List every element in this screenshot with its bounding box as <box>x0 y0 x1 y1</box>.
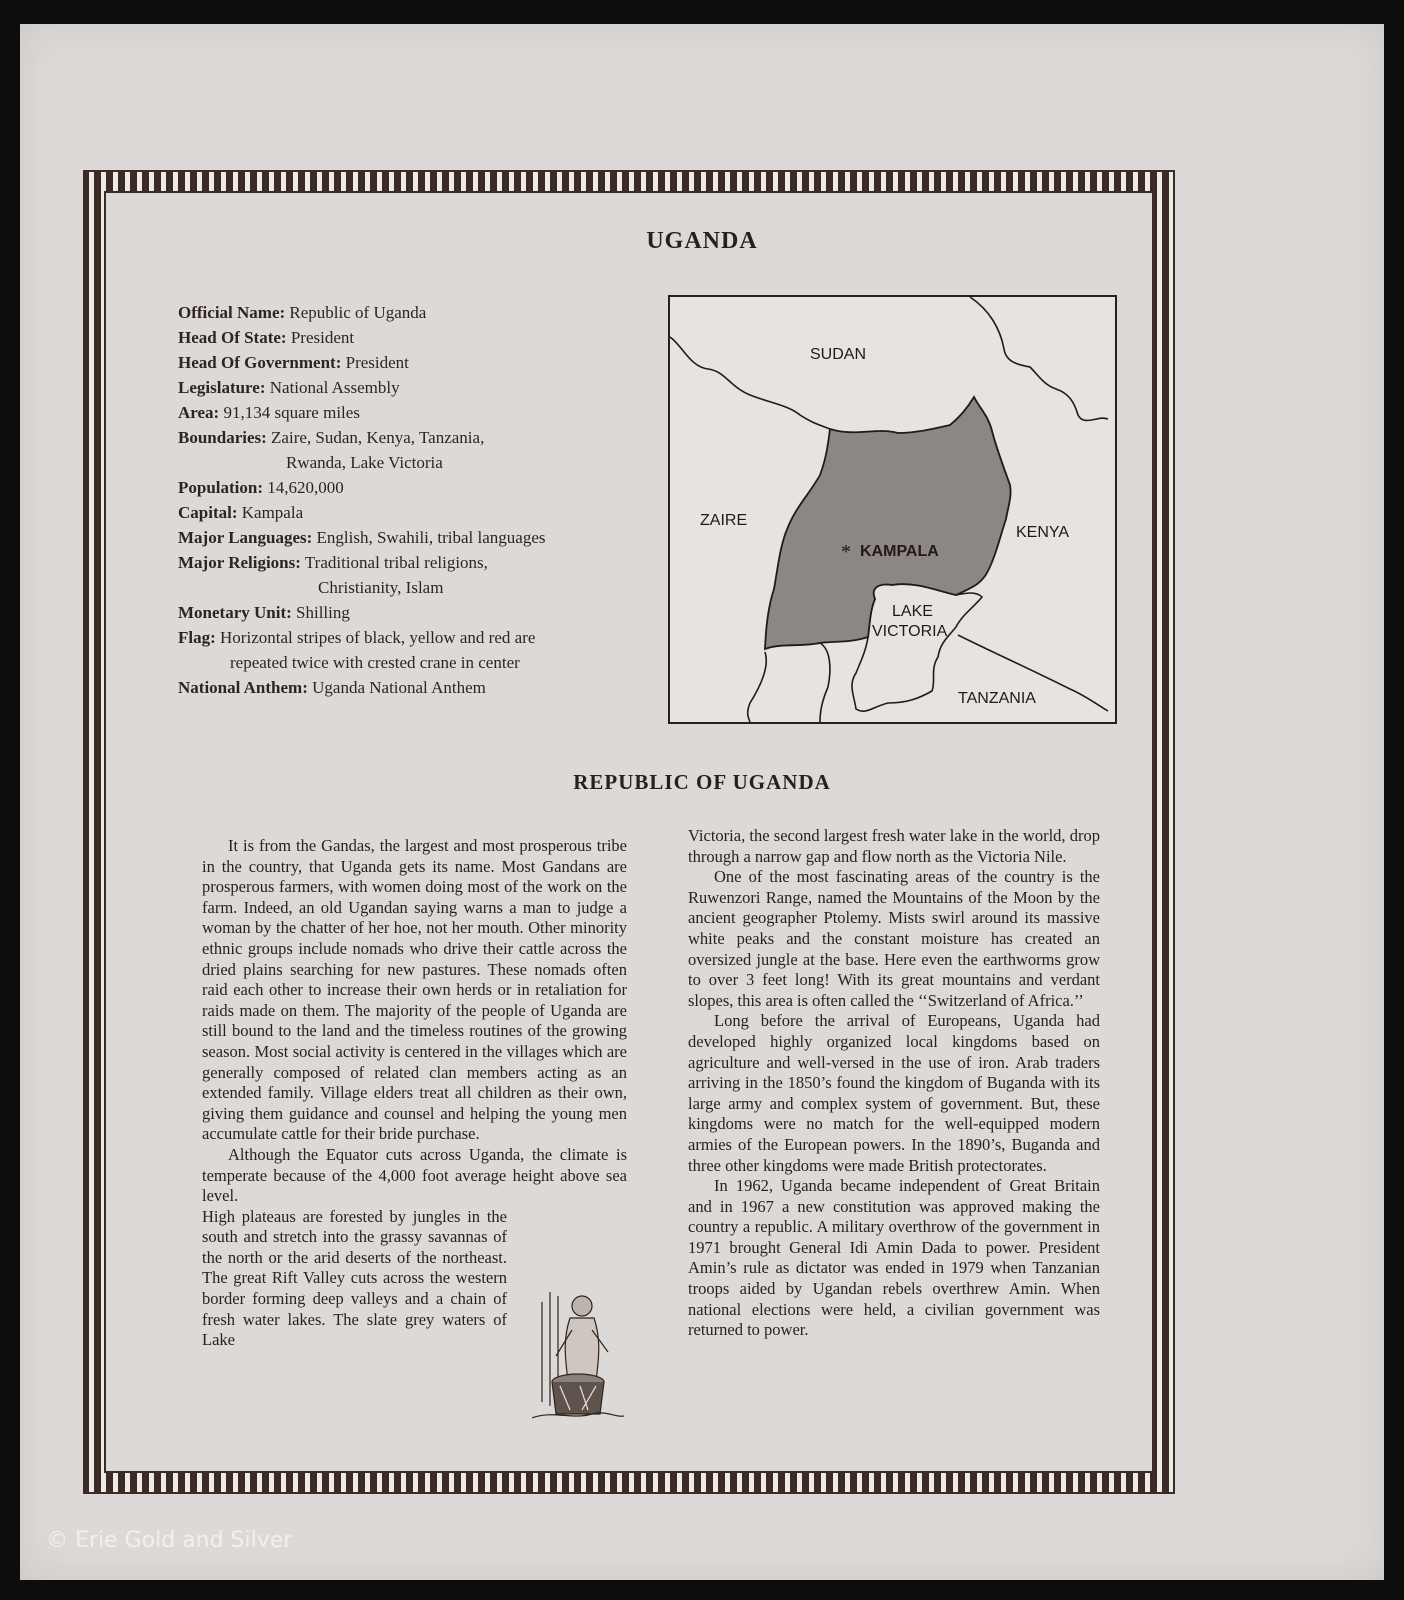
border-sudan-kenya <box>970 297 1108 420</box>
fact-monetary-unit: Monetary Unit: Shilling <box>178 603 350 622</box>
fact-head-of-state: Head Of State: President <box>178 328 355 347</box>
map-label-kampala: KAMPALA <box>860 543 939 560</box>
body-paragraph: It is from the Gandas, the largest and most prosperous tribe in the country, that Uganda gets its name. Most Gandans are prosperous farmers, with women doing most of the work on the farm. Indeed, an old Ugandan saying warns a man to judge a woman by the chatter of her hoe, not her mouth. Other minority ethnic groups include nomads who drive their cattle across the dried plains searching for new pastures. These nomads often raid each other to increase their own herds or in retaliation for raids made on them. The majority of the people of Uganda are still bound to the land and the timeless routines of the growing season. Most social activity is centered in the villages which are generally composed of related clan members acting as an extended family. Village elders treat all children as their own, giving them guidance and counsel and helping the young men accumulate cattle for their bride purchase. <box>202 836 627 1144</box>
uganda-shape <box>765 397 1011 649</box>
fact-population: Population: 14,620,000 <box>178 478 344 497</box>
body-paragraph: In 1962, Uganda became independent of Great Britain and in 1967 a new constitution was approved making the country a republic. A military overthrow of the government in 1971 brought General Idi Amin Dada to power. President Amin’s rule as dictator was ended in 1979 when Tanzanian troops aided by Ugandan rebels overthrew Amin. When national elections were held, a civilian government was returned to power. <box>688 1176 1100 1340</box>
body-column-right <box>688 826 1100 1341</box>
border-rwanda <box>765 643 830 722</box>
fact-national-anthem: National Anthem: Uganda National Anthem <box>178 678 486 697</box>
copyright-watermark: © Erie Gold and Silver <box>46 1528 293 1553</box>
section-title: REPUBLIC OF UGANDA <box>573 770 831 794</box>
fact-major-languages: Major Languages: English, Swahili, tribal languages <box>178 528 546 547</box>
body-paragraph: Although the Equator cuts across Uganda, the climate is temperate because of the 4,000 foot average height above sea level. <box>202 1144 627 1206</box>
map-label-zaire: ZAIRE <box>700 512 748 529</box>
map-label-lake: LAKE <box>892 603 933 620</box>
drummer-illustration <box>532 1282 624 1422</box>
fact-capital: Capital: Kampala <box>178 503 304 522</box>
fact-list <box>178 300 648 700</box>
fact-legislature: Legislature: National Assembly <box>178 378 400 397</box>
fact-boundaries: Boundaries: Zaire, Sudan, Kenya, Tanzania, Rwanda, Lake Victoria <box>178 428 485 472</box>
fact-flag: Flag: Horizontal stripes of black, yellow and red are repeated twice with crested crane in center <box>178 628 536 672</box>
body-paragraph: One of the most fascinating areas of the country is the Ruwenzori Range, named the Mountains of the Moon by the ancient geographer Ptolemy. Mists swirl around its massive white peaks and the constant moisture has created an oversized jungle at the base. Here even the earthworms grow to over 3 feet long! With its great mountains and verdant slopes, this area is often called the ‘‘Switzerland of Africa.’’ <box>688 867 1100 1010</box>
body-paragraph: Long before the arrival of Europeans, Uganda had developed highly organized local kingdoms based on agriculture and well-versed in the use of iron. Arab traders arriving in the 1850’s found the kingdom of Buganda with its large army and complex system of government. But, these kingdoms were no match for the well-equipped modern armies of the European powers. In the 1890’s, Buganda and three other kingdoms were made British protectorates. <box>688 1011 1100 1175</box>
map-label-sudan: SUDAN <box>810 346 867 363</box>
body-paragraph: High plateaus are forested by jungles in the south and stretch into the grassy savannas of the north or the arid deserts of the northeast. The great Rift Valley cuts across the western border forming deep valleys and a chain of fresh water lakes. The slate grey waters of Lake <box>202 1206 507 1350</box>
body-paragraph: Victoria, the second largest fresh water lake in the world, drop through a narrow gap and flow north as the Victoria Nile. <box>688 826 1100 866</box>
map-label-kenya: KENYA <box>1016 524 1070 541</box>
map-label-victoria: VICTORIA <box>872 623 948 640</box>
map-label-tanzania: TANZANIA <box>958 690 1036 707</box>
border-sudan-zaire <box>670 337 830 429</box>
kampala-capital-marker: * <box>841 541 851 563</box>
page-title: UGANDA <box>646 228 758 254</box>
body-column-left <box>202 836 627 1351</box>
fact-official-name: Official Name: Republic of Uganda <box>178 303 427 322</box>
fact-area: Area: 91,134 square miles <box>178 403 360 422</box>
map-drawing <box>670 297 1115 722</box>
fact-major-religions: Major Religions: Traditional tribal religions, Christianity, Islam <box>178 553 488 597</box>
border-zaire-left <box>748 652 767 722</box>
uganda-map <box>668 295 1117 724</box>
fact-head-of-government: Head Of Government: President <box>178 353 409 372</box>
